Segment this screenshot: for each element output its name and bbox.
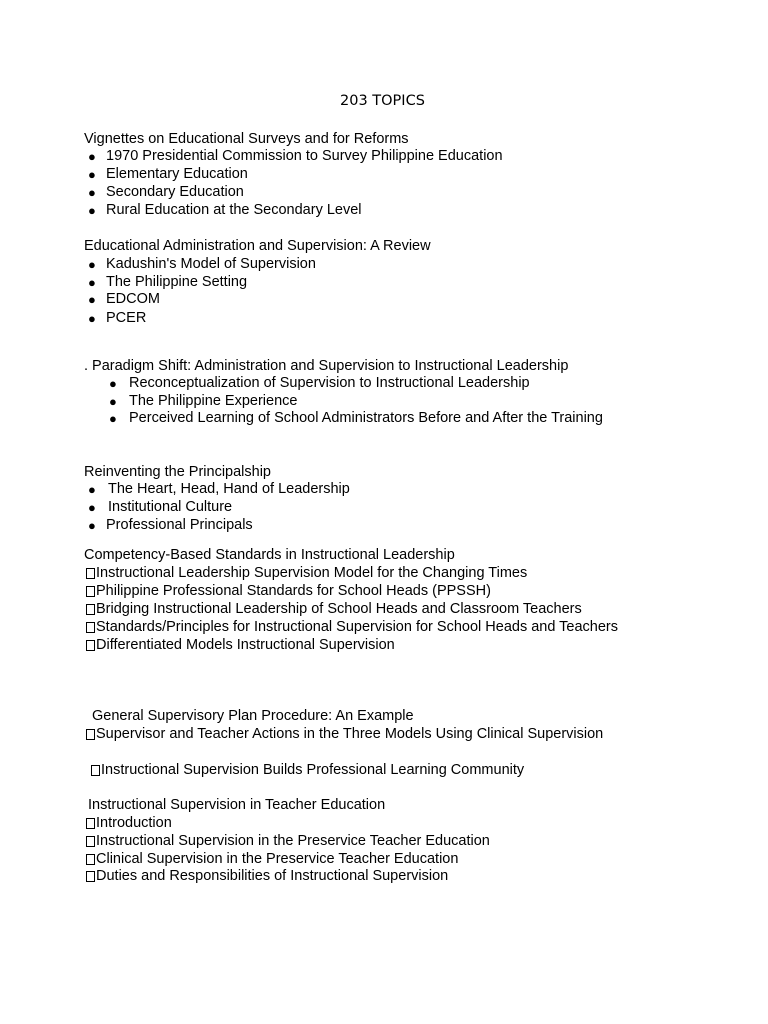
checkbox-icon [86, 871, 95, 882]
bullet-icon: ● [109, 394, 117, 409]
list-item: Standards/Principles for Instructional Supervision for School Heads and Teachers [96, 619, 619, 635]
bullet-icon: ● [88, 311, 96, 326]
list-item: Perceived Learning of School Administrators Before and After the Training [129, 410, 603, 426]
section-heading: Competency-Based Standards in Instructional Leadership [84, 547, 455, 563]
list-item: Bridging Instructional Leadership of School Heads and Classroom Teachers [96, 601, 582, 617]
checkbox-icon [86, 729, 95, 740]
list-item: Reconceptualization of Supervision to Instructional Leadership [129, 375, 530, 391]
bullet-icon: ● [109, 376, 117, 391]
list-item: Instructional Supervision Builds Professional Learning Community [101, 762, 525, 778]
list-item: The Heart, Head, Hand of Leadership [108, 481, 350, 497]
bullet-icon: ● [88, 482, 96, 497]
checkbox-icon [86, 818, 95, 829]
checkbox-icon [86, 622, 95, 633]
list-item: Professional Principals [106, 517, 253, 533]
list-item: Instructional Supervision in the Preservice Teacher Education [96, 833, 490, 849]
bullet-icon: ● [109, 411, 117, 426]
bullet-icon: ● [88, 257, 96, 272]
section-heading: . Paradigm Shift: Administration and Supervision to Instructional Leadership [84, 358, 569, 374]
list-item: Philippine Professional Standards for School Heads (PPSSH) [96, 583, 491, 599]
bullet-icon: ● [88, 203, 96, 218]
checkbox-icon [86, 586, 95, 597]
list-item: Introduction [96, 815, 172, 831]
list-item: Secondary Education [106, 184, 244, 200]
checkbox-icon [86, 568, 95, 579]
list-item: Clinical Supervision in the Preservice Teacher Education [96, 851, 459, 867]
checkbox-icon [86, 604, 95, 615]
bullet-icon: ● [88, 185, 96, 200]
section-heading: General Supervisory Plan Procedure: An Example [92, 708, 414, 724]
section-heading: Reinventing the Principalship [84, 464, 271, 480]
list-item: PCER [106, 310, 147, 326]
bullet-icon: ● [88, 292, 96, 307]
checkbox-icon [91, 765, 100, 776]
list-item: Differentiated Models Instructional Supervision [96, 637, 395, 653]
list-item: Duties and Responsibilities of Instructional Supervision [96, 868, 449, 884]
list-item: Supervisor and Teacher Actions in the Three Models Using Clinical Supervision [96, 726, 604, 742]
checkbox-icon [86, 836, 95, 847]
list-item: Institutional Culture [108, 499, 233, 515]
list-item: Instructional Leadership Supervision Model for the Changing Times [96, 565, 528, 581]
section-heading: Educational Administration and Supervision: A Review [84, 238, 431, 254]
list-item: The Philippine Setting [106, 274, 248, 290]
list-item: EDCOM [106, 291, 160, 307]
list-item: The Philippine Experience [129, 393, 298, 409]
checkbox-icon [86, 640, 95, 651]
bullet-icon: ● [88, 275, 96, 290]
bullet-icon: ● [88, 518, 96, 533]
bullet-icon: ● [88, 500, 96, 515]
bullet-icon: ● [88, 167, 96, 182]
section-heading: Instructional Supervision in Teacher Education [88, 797, 386, 813]
page-title: 203 TOPICS [340, 93, 425, 109]
list-item: Kadushin's Model of Supervision [106, 256, 316, 272]
list-item: Rural Education at the Secondary Level [106, 202, 362, 218]
list-item: 1970 Presidential Commission to Survey Philippine Education [106, 148, 503, 164]
section-heading: Vignettes on Educational Surveys and for Reforms [84, 131, 409, 147]
list-item: Elementary Education [106, 166, 248, 182]
checkbox-icon [86, 854, 95, 865]
bullet-icon: ● [88, 149, 96, 164]
